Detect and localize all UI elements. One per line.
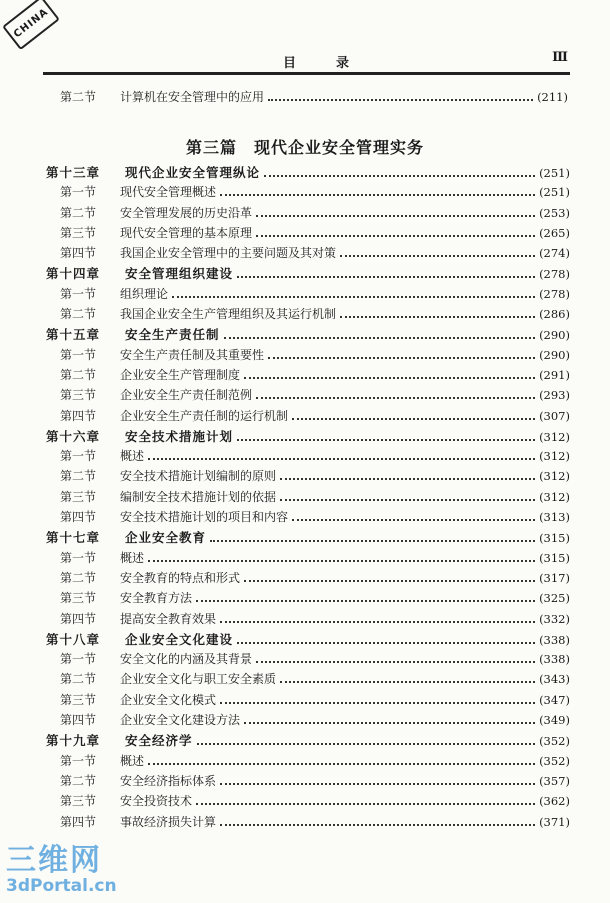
entry-label: 第三节 — [60, 591, 97, 606]
entry-page: (338) — [539, 652, 570, 667]
section-entry[interactable] — [46, 224, 570, 244]
header-title: 目录 — [283, 56, 390, 71]
section-entry[interactable] — [46, 772, 570, 792]
leader-dots — [256, 661, 535, 663]
previous-toc-entry[interactable] — [60, 88, 568, 105]
entry-title: 安全管理发展的历史沿革 — [120, 205, 253, 220]
leader-dots — [196, 803, 535, 805]
entry-label: 第一节 — [60, 286, 97, 301]
entry-page: (278) — [539, 286, 570, 301]
entry-title: 安全教育的特点和形式 — [120, 570, 241, 585]
leader-dots — [220, 702, 535, 704]
entry-page: (286) — [539, 307, 570, 322]
entry-page: (317) — [539, 570, 570, 585]
entry-label: 第一节 — [60, 449, 97, 464]
leader-dots — [280, 499, 535, 501]
entry-label: 第三节 — [60, 489, 97, 504]
entry-page: (290) — [539, 347, 570, 362]
leader-dots — [292, 418, 535, 420]
leader-dots — [224, 337, 536, 339]
leader-dots — [237, 276, 535, 278]
entry-page: (362) — [539, 794, 570, 809]
section-entry[interactable] — [46, 610, 570, 630]
section-entry[interactable] — [46, 792, 570, 812]
entry-title: 概述 — [120, 550, 145, 565]
entry-title: 我国企业安全生产管理组织及其运行机制 — [120, 307, 337, 322]
entry-label: 第四节 — [60, 246, 97, 261]
section-entry[interactable] — [46, 204, 570, 224]
entry-page: (315) — [539, 550, 570, 565]
chapter-entry[interactable] — [46, 427, 570, 447]
section-entry[interactable] — [46, 346, 570, 366]
entry-title: 安全经济指标体系 — [120, 773, 217, 788]
entry-page: (338) — [539, 632, 570, 647]
entry-page: (312) — [539, 429, 570, 444]
section-entry[interactable] — [46, 589, 570, 609]
entry-label: 第一节 — [60, 550, 97, 565]
entry-title: 企业安全生产管理制度 — [120, 367, 241, 382]
entry-page: (332) — [539, 611, 570, 626]
entry-title: 安全投资技术 — [120, 794, 193, 809]
entry-page: (371) — [539, 814, 570, 829]
section-entry[interactable] — [46, 386, 570, 406]
entry-title: 安全管理组织建设 — [125, 266, 234, 282]
leader-dots — [237, 642, 535, 644]
entry-title: 计算机在安全管理中的应用 — [120, 90, 265, 104]
watermark-logo — [6, 843, 117, 896]
leader-dots — [292, 519, 535, 521]
entry-label: 第四节 — [60, 611, 97, 626]
leader-dots — [256, 215, 535, 217]
entry-label: 第十六章 — [46, 428, 101, 444]
entry-label: 第三节 — [60, 225, 97, 240]
section-entry[interactable] — [46, 183, 570, 203]
china-stamp: CHINA — [2, 0, 60, 50]
entry-page: (312) — [539, 489, 570, 504]
entry-title: 安全技术措施计划的项目和内容 — [120, 510, 289, 525]
entry-page: (315) — [539, 531, 570, 546]
section-entry[interactable] — [46, 508, 570, 528]
entry-page: (352) — [539, 753, 570, 768]
entry-title: 企业安全文化与职工安全素质 — [120, 672, 277, 687]
leader-dots — [268, 357, 535, 359]
entry-title: 组织理论 — [120, 286, 169, 301]
entry-title: 概述 — [120, 449, 145, 464]
leader-dots — [197, 743, 536, 745]
entry-label: 第二节 — [60, 570, 97, 585]
entry-label: 第二节 — [60, 773, 97, 788]
entry-label: 第二节 — [60, 469, 97, 484]
chapter-entry[interactable] — [46, 163, 570, 183]
chapter-entry[interactable] — [46, 264, 570, 284]
page-header — [43, 50, 570, 72]
entry-label: 第十五章 — [46, 327, 101, 343]
leader-dots — [244, 377, 535, 379]
entry-label: 第四节 — [60, 510, 97, 525]
entry-title: 安全生产责任制及其重要性 — [120, 347, 265, 362]
section-entry[interactable] — [46, 569, 570, 589]
entry-title: 企业安全文化建设方法 — [120, 713, 241, 728]
entry-label: 第一节 — [60, 753, 97, 768]
section-entry[interactable] — [46, 488, 570, 508]
entry-title: 企业安全教育 — [125, 530, 207, 546]
chapter-entry[interactable] — [46, 731, 570, 751]
entry-title: 企业安全文化建设 — [125, 631, 234, 647]
chapter-entry[interactable] — [46, 630, 570, 650]
entry-page: (290) — [539, 328, 570, 343]
watermark-line2: 3dPortal.cn — [6, 876, 117, 896]
section-entry[interactable] — [46, 407, 570, 427]
entry-label: 第一节 — [60, 347, 97, 362]
section-entry[interactable] — [46, 366, 570, 386]
entry-label: 第二节 — [60, 672, 97, 687]
leader-dots — [220, 824, 535, 826]
entry-page: (211) — [537, 90, 568, 104]
entry-title: 安全教育方法 — [120, 591, 193, 606]
chapter-entry[interactable] — [46, 325, 570, 345]
table-of-contents — [46, 163, 570, 833]
leader-dots — [268, 99, 533, 101]
entry-title: 现代安全管理的基本原理 — [120, 225, 253, 240]
watermark-line1: 三维网 — [6, 843, 102, 878]
entry-label: 第三节 — [60, 692, 97, 707]
entry-label: 第十四章 — [46, 266, 101, 282]
entry-label: 第一节 — [60, 652, 97, 667]
leader-dots — [220, 621, 535, 623]
entry-label: 第三节 — [60, 388, 97, 403]
part-title: 第三篇 现代企业安全管理实务 — [185, 138, 424, 157]
section-entry[interactable] — [46, 305, 570, 325]
entry-title: 安全技术措施计划编制的原则 — [120, 469, 277, 484]
entry-label: 第二节 — [60, 367, 97, 382]
entry-title: 安全生产责任制 — [125, 327, 220, 343]
chapter-entry[interactable] — [46, 528, 570, 548]
leader-dots — [280, 478, 535, 480]
entry-title: 我国企业安全管理中的主要问题及其对策 — [120, 246, 337, 261]
entry-label: 第二节 — [60, 90, 97, 104]
leader-dots — [244, 722, 535, 724]
entry-label: 第三节 — [60, 794, 97, 809]
entry-page: (278) — [539, 267, 570, 282]
section-entry[interactable] — [46, 285, 570, 305]
leader-dots — [264, 175, 535, 177]
leader-dots — [256, 235, 535, 237]
section-entry[interactable] — [46, 650, 570, 670]
entry-title: 现代安全管理概述 — [120, 185, 217, 200]
leader-dots — [210, 540, 535, 542]
entry-title: 事故经济损失计算 — [120, 814, 217, 829]
entry-title: 安全技术措施计划 — [125, 428, 234, 444]
section-entry[interactable] — [46, 447, 570, 467]
entry-title: 概述 — [120, 753, 145, 768]
entry-title: 安全经济学 — [125, 733, 193, 749]
entry-page: (265) — [539, 225, 570, 240]
entry-label: 第十七章 — [46, 530, 101, 546]
entry-page: (312) — [539, 469, 570, 484]
entry-title: 现代企业安全管理纵论 — [125, 165, 261, 180]
entry-page: (251) — [539, 185, 570, 200]
entry-page: (251) — [539, 166, 570, 180]
entry-title: 提高安全教育效果 — [120, 611, 217, 626]
entry-page: (349) — [539, 713, 570, 728]
entry-page: (293) — [539, 388, 570, 403]
entry-title: 企业安全文化模式 — [120, 692, 217, 707]
leader-dots — [148, 763, 535, 765]
entry-title: 企业安全生产责任制范例 — [120, 388, 253, 403]
leader-dots — [256, 397, 535, 399]
entry-page: (291) — [539, 367, 570, 382]
leader-dots — [237, 439, 535, 441]
leader-dots — [148, 560, 535, 562]
entry-page: (307) — [539, 408, 570, 423]
entry-label: 第一节 — [60, 185, 97, 200]
entry-title: 安全文化的内涵及其背景 — [120, 652, 253, 667]
entry-label: 第十三章 — [46, 165, 101, 180]
section-entry[interactable] — [46, 244, 570, 264]
entry-label: 第四节 — [60, 713, 97, 728]
entry-page: (343) — [539, 672, 570, 687]
entry-title: 编制安全技术措施计划的依据 — [120, 489, 277, 504]
entry-label: 第四节 — [60, 408, 97, 423]
entry-page: (313) — [539, 510, 570, 525]
section-entry[interactable] — [46, 752, 570, 772]
section-entry[interactable] — [46, 691, 570, 711]
entry-page: (312) — [539, 449, 570, 464]
entry-title: 企业安全生产责任制的运行机制 — [120, 408, 289, 423]
entry-label: 第十九章 — [46, 733, 101, 749]
leader-dots — [244, 580, 535, 582]
entry-page: (357) — [539, 773, 570, 788]
header-page-number: Ⅲ — [552, 50, 568, 65]
section-entry[interactable] — [46, 549, 570, 569]
section-entry[interactable] — [46, 670, 570, 690]
leader-dots — [340, 255, 535, 257]
entry-page: (352) — [539, 734, 570, 749]
leader-dots — [172, 296, 535, 298]
leader-dots — [196, 600, 535, 602]
leader-dots — [220, 194, 535, 196]
entry-page: (253) — [539, 205, 570, 220]
entry-page: (274) — [539, 246, 570, 261]
leader-dots — [148, 458, 535, 460]
entry-label: 第二节 — [60, 205, 97, 220]
section-entry[interactable] — [46, 711, 570, 731]
section-entry[interactable] — [46, 813, 570, 833]
leader-dots — [280, 681, 535, 683]
leader-dots — [340, 316, 535, 318]
leader-dots — [220, 783, 535, 785]
entry-label: 第二节 — [60, 307, 97, 322]
entry-label: 第十八章 — [46, 631, 101, 647]
entry-page: (325) — [539, 591, 570, 606]
header-rule — [43, 72, 570, 75]
section-entry[interactable] — [46, 467, 570, 487]
entry-page: (347) — [539, 692, 570, 707]
entry-label: 第四节 — [60, 814, 97, 829]
